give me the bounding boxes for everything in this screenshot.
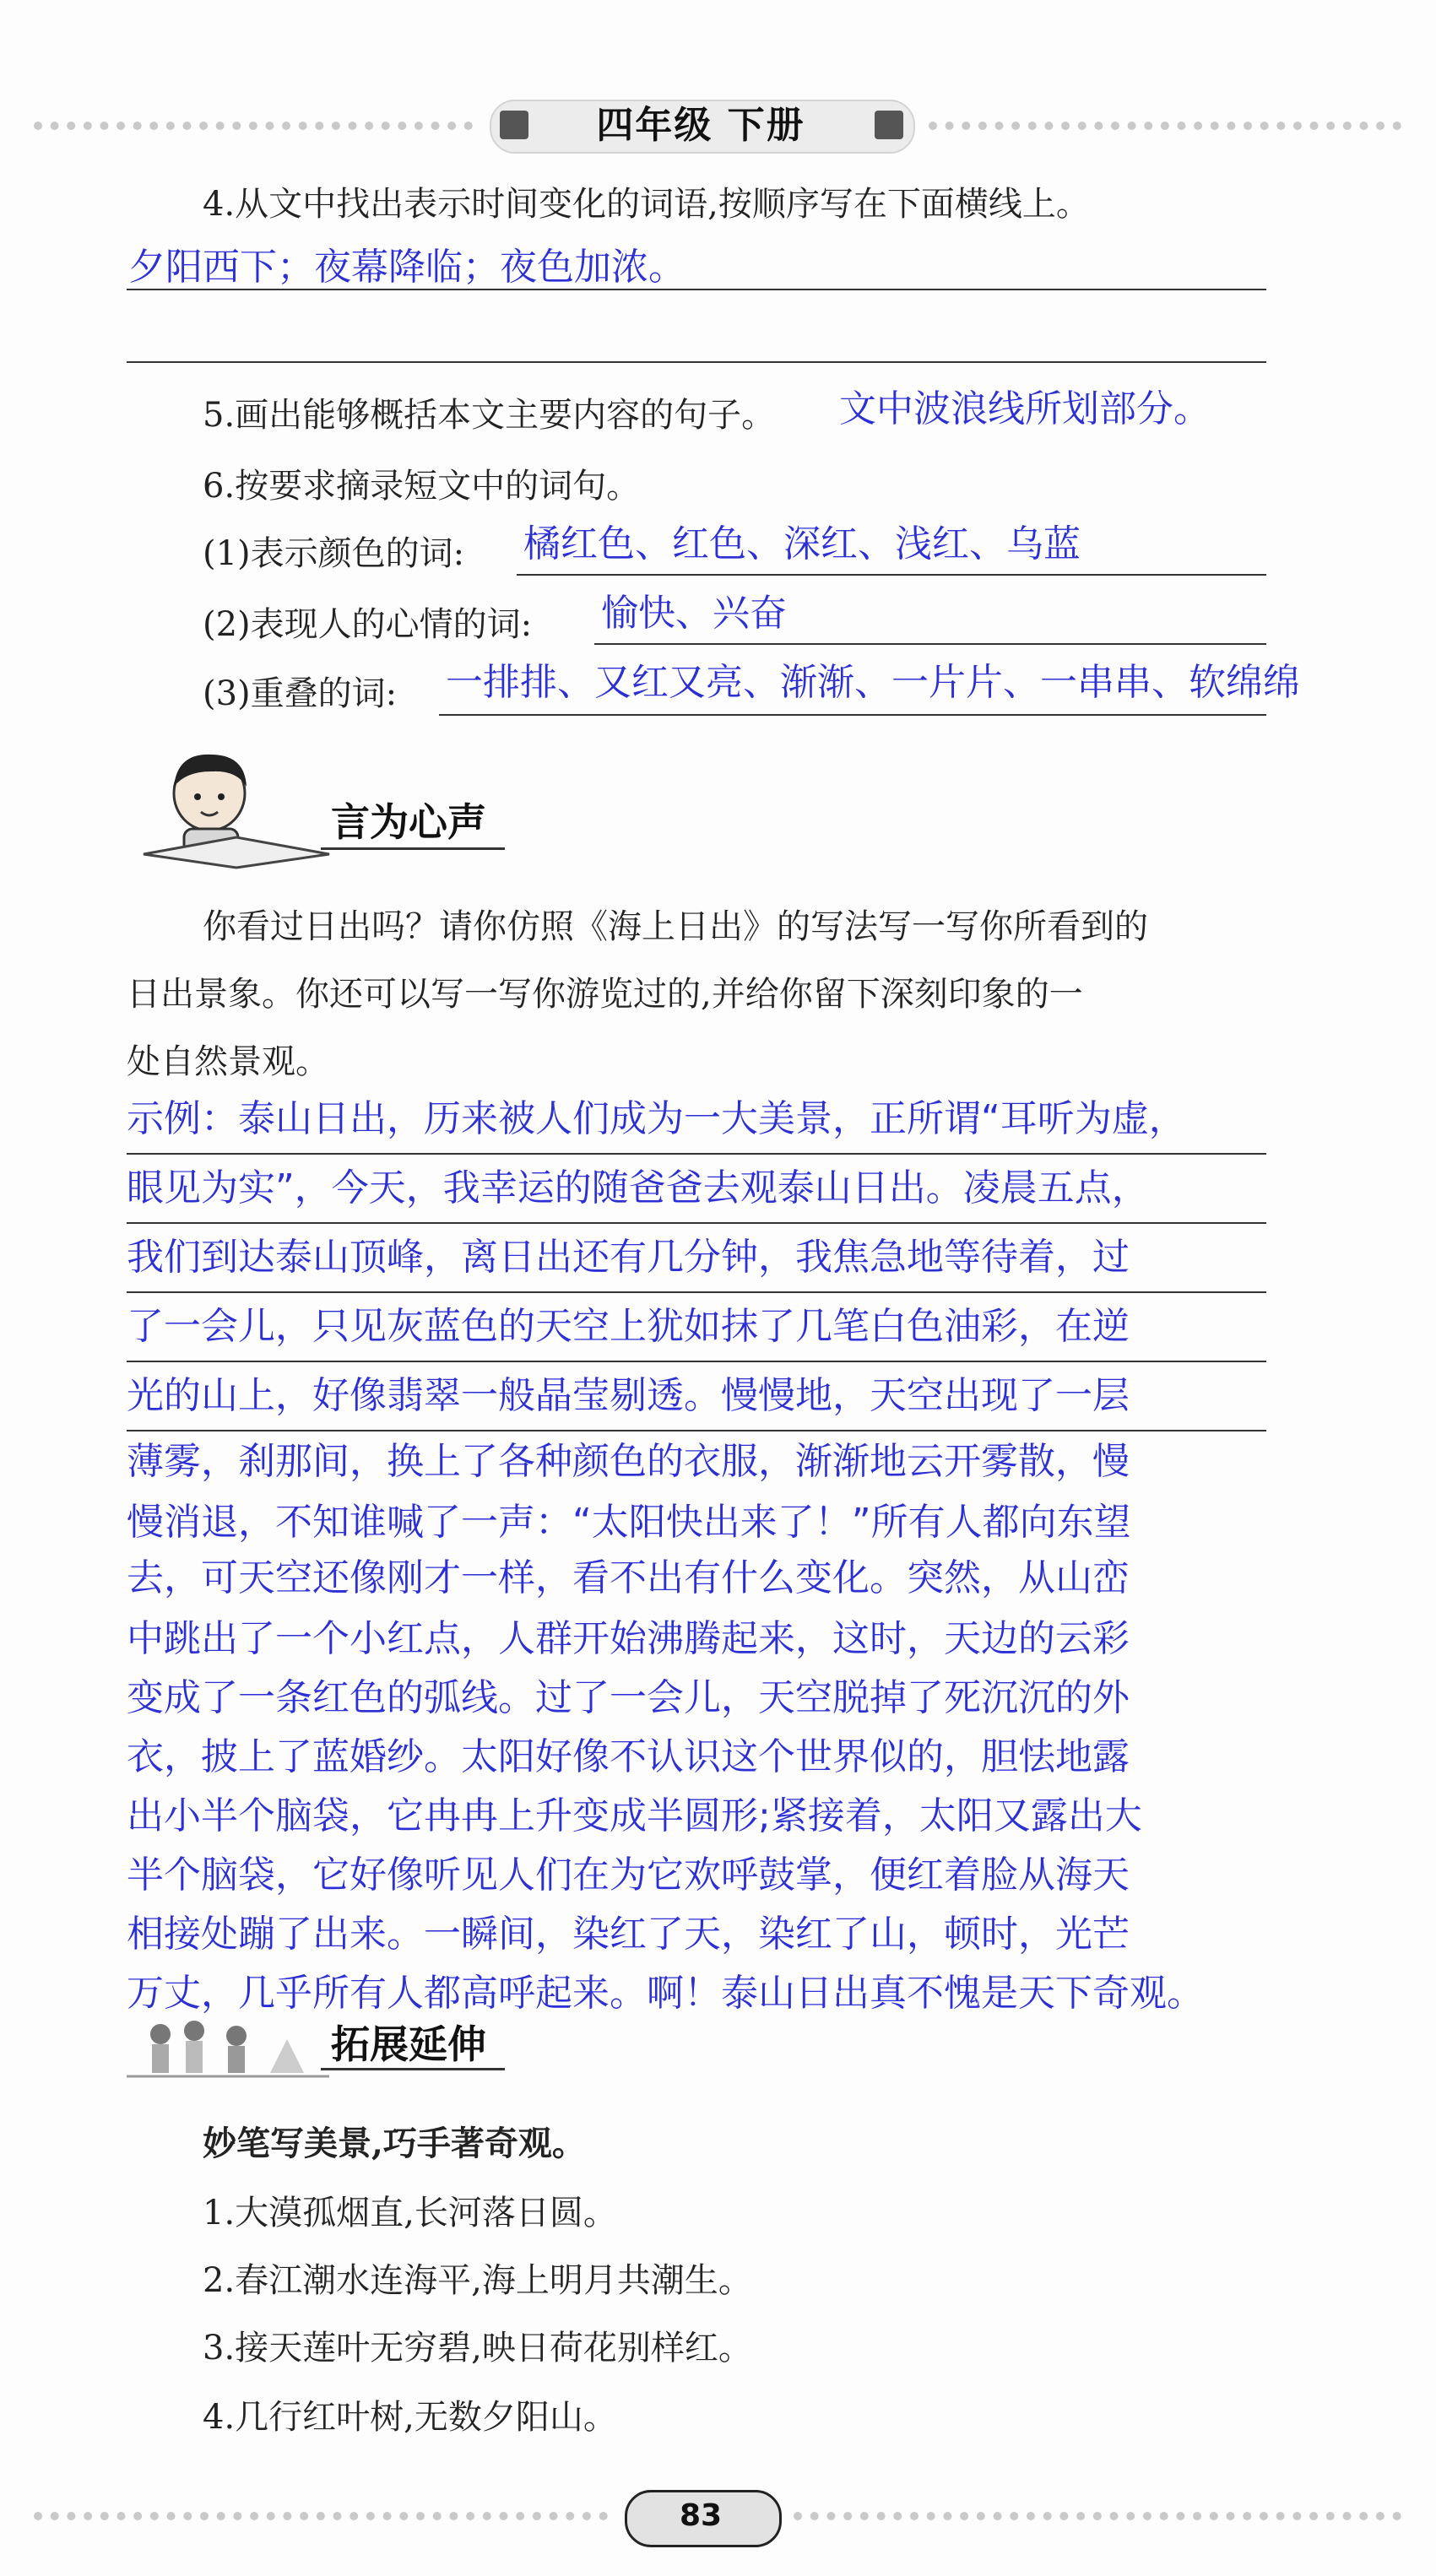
essay-line: 变成了一条红色的弧线。过了一会儿，天空脱掉了死沉沉的外 — [127, 1676, 1130, 1719]
essay-line: 万丈，几乎所有人都高呼起来。啊！泰山日出真不愧是天下奇观。 — [127, 1972, 1204, 2015]
essay-line: 出小半个脑袋，它冉冉上升变成半圆形;紧接着，太阳又露出大 — [127, 1794, 1142, 1837]
section-speak-underline — [321, 847, 505, 850]
essay-rule — [127, 1430, 1266, 1431]
section-extend-underline — [321, 2068, 505, 2070]
section-title-extend: 拓展延伸 — [331, 2021, 486, 2067]
essay-rule — [127, 1291, 1266, 1293]
header-dots-right — [929, 122, 1401, 130]
q6-item-3-answer: 一排排、又红又亮、渐渐、一片片、一串串、软绵绵 — [446, 661, 1300, 704]
essay-line: 去，可天空还像刚才一样，看不出有什么变化。突然，从山峦 — [127, 1556, 1130, 1599]
essay-line: 我们到达泰山顶峰，离日出还有几分钟，我焦急地等待着，过 — [127, 1236, 1130, 1279]
essay-line: 示例：泰山日出，历来被人们成为一大美景，正所谓“耳听为虚， — [127, 1097, 1186, 1140]
q6-item-1-line — [517, 574, 1266, 576]
essay-line: 慢消退，不知谁喊了一声：“太阳快出来了！”所有人都向东望 — [127, 1501, 1131, 1544]
essay-rule — [127, 1222, 1266, 1224]
q4-line-2 — [127, 361, 1266, 363]
section-title-speak: 言为心声 — [331, 799, 486, 845]
q6-item-1-answer: 橘红色、红色、深红、浅红、乌蓝 — [523, 522, 1081, 566]
q6-item-2-label: (2)表现人的心情的词: — [203, 605, 533, 644]
speak-prompt-line-3: 处自然景观。 — [127, 1042, 329, 1081]
q6-prompt: 6.按要求摘录短文中的词句。 — [203, 467, 641, 506]
header-title: 四年级 下册 — [596, 104, 805, 147]
q6-item-2-answer: 愉快、兴奋 — [601, 592, 787, 635]
extend-line-2: 2.春江潮水连海平,海上明月共潮生。 — [203, 2261, 752, 2300]
q4-line-1 — [127, 289, 1266, 290]
reading-boy-illustration — [135, 743, 338, 869]
essay-line: 薄雾，刹那间，换上了各种颜色的衣服，渐渐地云开雾散，慢 — [127, 1440, 1130, 1483]
page-number: 83 — [679, 2498, 723, 2533]
essay-rule — [127, 1361, 1266, 1362]
extend-line-1: 1.大漠孤烟直,长河落日圆。 — [203, 2194, 617, 2232]
essay-line: 相接处蹦了出来。一瞬间，染红了天，染红了山，顿时，光芒 — [127, 1913, 1130, 1956]
essay-line: 半个脑袋，它好像听见人们在为它欢呼鼓掌，便红着脸从海天 — [127, 1854, 1130, 1897]
book-icon — [500, 111, 528, 139]
q4-answer: 夕阳西下；夜幕降临；夜色加浓。 — [128, 246, 685, 289]
q6-item-3-label: (3)重叠的词: — [203, 674, 398, 713]
essay-rule — [127, 1153, 1266, 1155]
header-dots-left — [34, 122, 473, 130]
footer-dots-right — [794, 2512, 1401, 2520]
q5-prompt: 5.画出能够概括本文主要内容的句子。 — [203, 396, 776, 435]
essay-line: 中跳出了一个小红点，人群开始沸腾起来，这时，天边的云彩 — [127, 1617, 1130, 1660]
q6-item-3-line — [439, 714, 1266, 716]
extend-line-4: 4.几行红叶树,无数夕阳山。 — [203, 2398, 617, 2437]
people-illustration — [127, 2009, 329, 2085]
essay-line: 了一会儿，只见灰蓝色的天空上犹如抹了几笔白色油彩，在逆 — [127, 1305, 1130, 1348]
essay-line: 衣，披上了蓝婚纱。太阳好像不认识这个世界似的，胆怯地露 — [127, 1735, 1130, 1778]
speak-prompt-line-2: 日出景象。你还可以写一写你游览过的,并给你留下深刻印象的一 — [127, 975, 1083, 1014]
essay-line: 光的山上，好像翡翠一般晶莹剔透。慢慢地，天空出现了一层 — [127, 1374, 1130, 1417]
extend-line-3: 3.接天莲叶无穷碧,映日荷花别样红。 — [203, 2329, 752, 2368]
q5-answer: 文中波浪线所划部分。 — [839, 387, 1211, 430]
q6-item-1-label: (1)表示颜色的词: — [203, 534, 465, 573]
speak-prompt-line-1: 你看过日出吗？请你仿照《海上日出》的写法写一写你所看到的 — [203, 907, 1148, 946]
footer-dots-left — [34, 2512, 608, 2520]
book-icon — [875, 111, 903, 139]
q6-item-2-line — [594, 643, 1266, 645]
extend-heading: 妙笔写美景,巧手著奇观。 — [203, 2124, 586, 2163]
q4-prompt: 4.从文中找出表示时间变化的词语,按顺序写在下面横线上。 — [203, 185, 1090, 224]
essay-line: 眼见为实”，今天，我幸运的随爸爸去观泰山日出。凌晨五点， — [127, 1166, 1149, 1210]
